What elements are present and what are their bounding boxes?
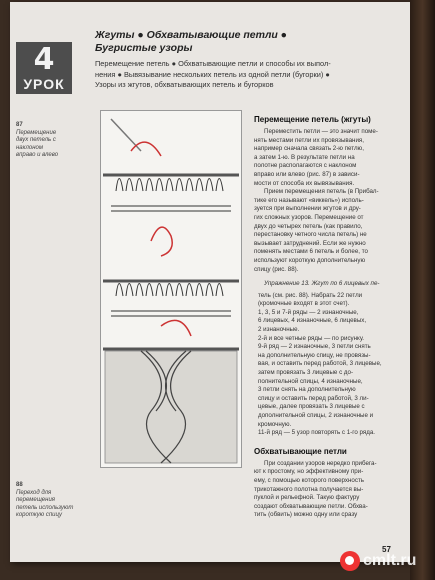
exercise-13: Упражнение 13. Жгут по 6 лицевых пе- тель (см. рис. 88). Набрать 22 петли (кромочные входят в этот счет). 1, 3, 5 и 7-й ряды — 2 изнаночные, 6 лицевых, 4 изнаночные, 6 лицевых, 2 изнаночные. 2-й и все четные ряды — по рисунку. 9-й ряд — 2 изнаночные, 3 петли снять на дополнительную спицу, не провязы- вая, и оставить перед работой, 3 лицевые, затем провязать 3 лицевые с до- полнительной спицы, 4 изнаночные, 3 петли снять на дополнительную спицу и оставить перед работой, 3 ли- цевые, далее провязать 3 лицевые с дополнительной спицы, 2 изнаночные и кромочную. 11-й ряд — 5 узор повторять с 1-го ряда. xyxy=(258,280,382,437)
page-number: 57 xyxy=(382,545,391,554)
section-body-cables: Переместить петли — это значит поме- нять местами петли их провязывания, например сначала связать 2-ю петлю, а затем 1-ю. В результате петли на полотне располагаются с наклоном вправо или влево (рис. 87) в зависи- мости от способа их вывязывания. Прием перемещения петель (в Прибал- тике его называют «виккель») исполь- зуется при выполнении жгутов и дру- гих сложных узоров. Перемещение от двух до четырех петель (как правило, перестановку четного числа петель) не вызывает затруднений. Если же нужно поменять местами 6 петель и более, то используют короткую дополнительную спицу (рис. 88). xyxy=(254,128,379,273)
section-heading-cables: Перемещение петель (жгуты) xyxy=(254,115,371,124)
lesson-intro: Перемещение петель ● Обхватывающие петли и способы их выпол- нения ● Вывязывание нескольких петель из одной петли (бугорки) ● Узоры из жгутов, обхватывающих петель и бугорков xyxy=(95,59,331,90)
book-spine xyxy=(410,0,435,580)
text-column xyxy=(254,114,399,520)
chapter-badge xyxy=(16,42,72,94)
chapter-label: УРОК xyxy=(23,76,65,92)
book-page xyxy=(10,2,410,562)
knitting-drawing xyxy=(101,111,241,467)
chapter-number: 4 xyxy=(33,42,55,77)
figure-87-caption: 87 Перемещение двух петель с наклоном вправо и влево xyxy=(16,122,59,159)
logo-icon xyxy=(340,551,360,571)
lesson-title: Жгуты ● Обхватывающие петли ● Бугристые узоры xyxy=(95,29,288,54)
knitting-illustration xyxy=(100,110,242,468)
section-body-wrapping: При создании узоров нередко прибега- ют к простому, но эффективному при- ему, с помощью которого поверхность трикотажного полотна получается вы- пуклой и рельефной. Такую фактуру создают обхватывающие петли. Обхва- тить (обвить) можно одну или сразу xyxy=(254,459,377,519)
figure-88-caption: 88 Переход для перемещения петель используют короткую спицу xyxy=(16,482,74,519)
section-heading-wrapping: Обхватывающие петли xyxy=(254,446,347,456)
watermark: cmlt.ru xyxy=(340,546,432,576)
